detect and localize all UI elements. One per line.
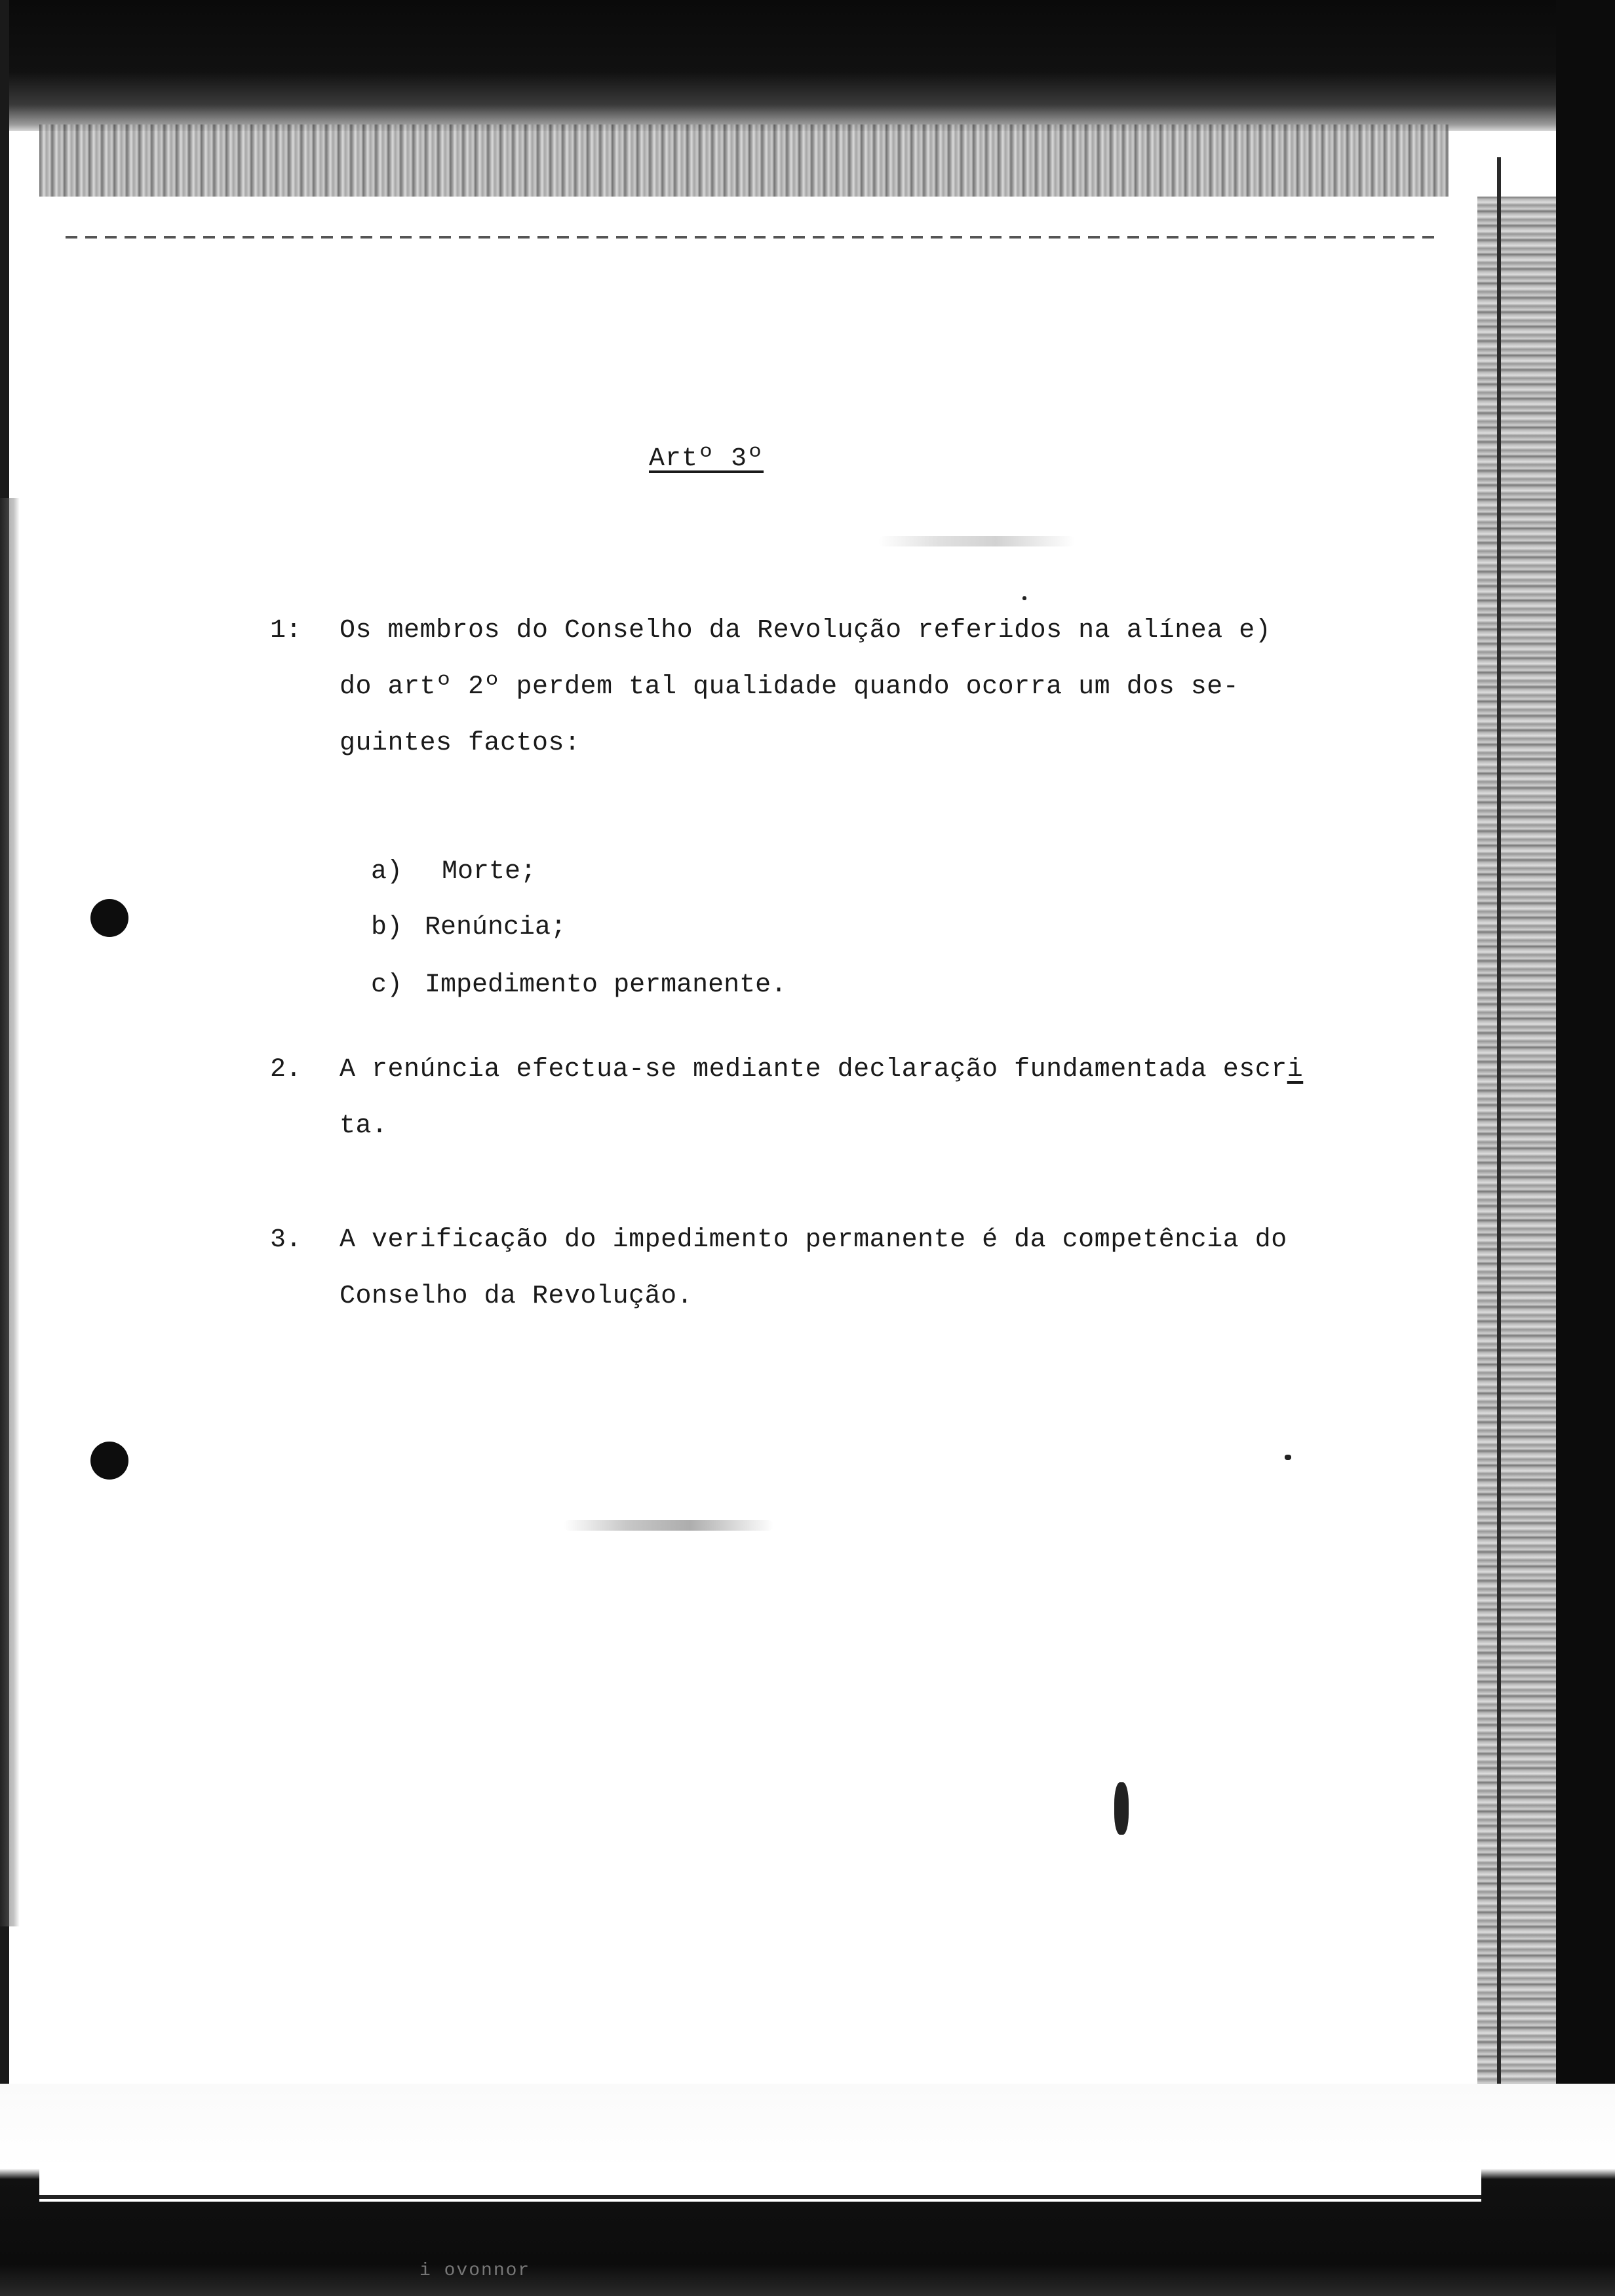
subitem-c-text: Impedimento permanente.: [425, 970, 787, 1000]
scan-speck: [1285, 1455, 1291, 1460]
subitem-b-marker: b): [371, 913, 403, 942]
item-3-number: 3.: [270, 1225, 302, 1255]
punch-hole-lower: [90, 1442, 128, 1480]
subitem-a: [340, 828, 536, 887]
page-bottom-edge: [39, 2195, 1481, 2199]
footer-stamp-fragment: i ovonnor: [419, 2261, 531, 2281]
article-heading: Artº 3º: [649, 444, 764, 474]
item-1-number: 1:: [270, 616, 302, 645]
scan-left-shadow: [0, 498, 20, 1926]
item-2-line-2: ta.: [340, 1111, 388, 1141]
subitem-c: [340, 941, 787, 1000]
scan-speck: [1114, 1782, 1129, 1835]
page-right-edge: [1497, 157, 1501, 2202]
item-2-line-1-tail: i: [1287, 1055, 1304, 1084]
subitem-a-text: Morte;: [442, 857, 537, 887]
scan-top-rule: [66, 236, 1442, 239]
scan-top-border: [0, 0, 1615, 131]
item-3-line-2: Conselho da Revolução.: [340, 1282, 693, 1311]
item-1-line-3: guintes factos:: [340, 729, 581, 758]
item-1-line-1: Os membros do Conselho da Revolução referidos na alínea e): [340, 616, 1272, 645]
scan-right-noise: [1477, 197, 1556, 2097]
item-1-line-2: do artº 2º perdem tal qualidade quando ocorra um dos se-: [340, 672, 1239, 702]
item-3-line-1: A verificação do impedimento permanente é da competência do: [340, 1225, 1287, 1255]
scan-speck: [1022, 596, 1026, 600]
subitem-a-marker: a): [371, 857, 403, 887]
subitem-b: [340, 883, 566, 942]
item-2-number: 2.: [270, 1055, 302, 1084]
scan-top-noise: [39, 124, 1449, 197]
item-2-line-1: [340, 1055, 1303, 1084]
subitem-b-text: Renúncia;: [425, 913, 567, 942]
punch-hole-upper: [90, 899, 128, 937]
subitem-c-marker: c): [371, 970, 403, 1000]
scan-right-border: [1556, 0, 1615, 2296]
scan-smudge: [564, 1520, 773, 1531]
item-2-line-1-main: A renúncia efectua-se mediante declaração fundamentada escr: [340, 1055, 1287, 1084]
scan-smudge: [878, 536, 1075, 546]
